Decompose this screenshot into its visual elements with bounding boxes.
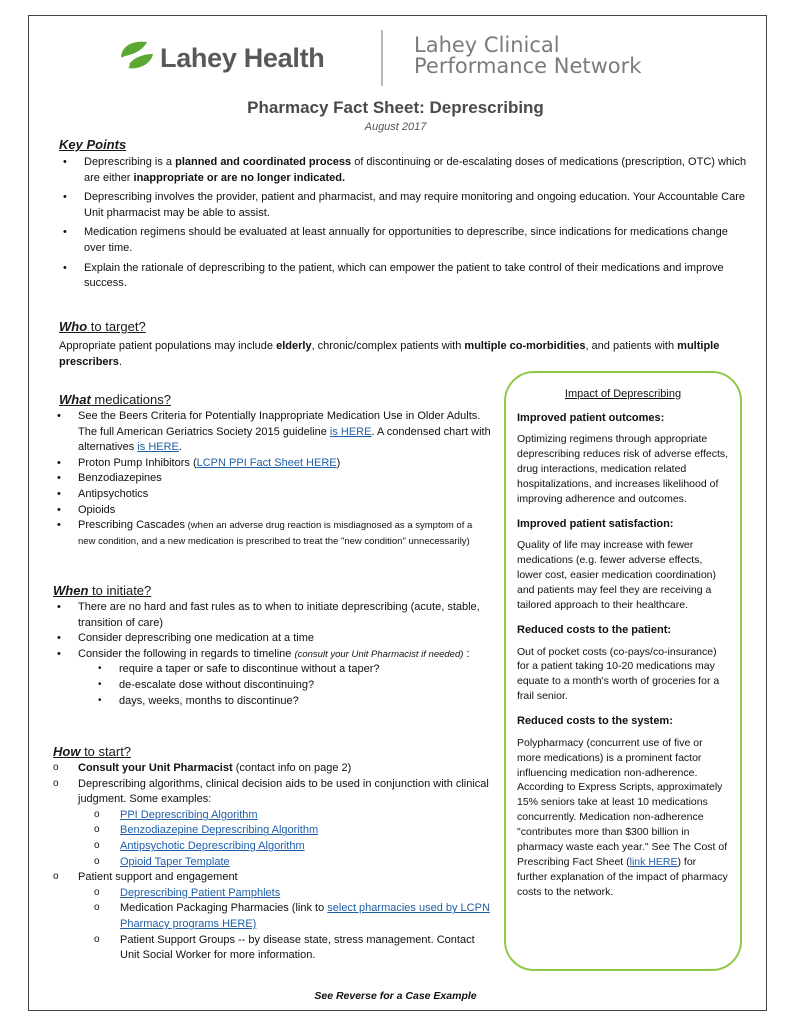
network-line-1: Lahey Clinical — [414, 33, 560, 57]
key-points-list — [59, 155, 749, 296]
when-heading: When to initiate? — [53, 583, 152, 598]
list-item: • Explain the rationale of deprescribing to the patient, which can empower the patient to take control of their medications and improve success. — [59, 261, 749, 292]
list-item: • Antipsychotics — [53, 487, 491, 503]
sublist-item: • de-escalate dose without discontinuing? — [94, 678, 493, 694]
support-sublist — [94, 886, 493, 964]
impact-text-outcomes: Optimizing regimens through appropriate deprescribing reduces risk of adverse effects, drug interactions, medication related hospitalizations, and increases likelihood of improving adherence and outcomes. — [517, 433, 729, 505]
brand-name: Lahey Health — [160, 43, 325, 73]
who-heading: Who to target? — [59, 319, 146, 334]
sublist-item — [94, 823, 493, 839]
what-list — [53, 409, 491, 549]
list-item: • Consider the following in regards to timeline (consult your Unit Pharmacist if needed) : • require a taper or safe to discontinue without a taper? • de-escalate dose without discontinuing? • days, weeks, months to discontinue? — [53, 647, 493, 709]
sublist-item — [94, 855, 493, 871]
impact-heading-satisfaction: Improved patient satisfaction: — [517, 517, 674, 530]
leaf-logo-icon — [117, 38, 157, 74]
list-item: • Proton Pump Inhibitors (LCPN PPI Fact Sheet HERE) — [53, 456, 491, 472]
list-item: • Deprescribing is a planned and coordinated process of discontinuing or de-escalating doses of medications (prescription, OTC) which are either inappropriate or are no longer indicated. — [59, 155, 749, 186]
key-points-heading: Key Points — [59, 137, 127, 152]
impact-heading-patient-costs: Reduced costs to the patient: — [517, 623, 672, 636]
impact-text-patient-costs: Out of pocket costs (co-pays/co-insurance) for a patient taking 10-20 medications may equate to a month's worth of groceries for a frail senior. — [517, 645, 720, 703]
patient-pamphlets-link[interactable]: Deprescribing Patient Pamphlets — [120, 886, 281, 899]
list-item: • Opioids — [53, 503, 491, 519]
sublist-item: • days, weeks, months to discontinue? — [94, 694, 493, 710]
what-heading: What medications? — [59, 392, 171, 407]
algorithm-sublist — [94, 808, 493, 870]
impact-box — [504, 371, 742, 971]
list-item: • Medication regimens should be evaluated at least annually for opportunities to deprescribe, since indications for medications change over time. — [59, 225, 749, 256]
antipsychotic-algorithm-link[interactable]: Antipsychotic Deprescribing Algorithm — [120, 840, 305, 853]
who-text: Appropriate patient populations may include elderly, chronic/complex patients with multiple co-morbidities, and patients with multiple prescribers. — [59, 340, 720, 368]
benzodiazepine-algorithm-link[interactable]: Benzodiazepine Deprescribing Algorithm — [120, 824, 319, 837]
impact-text-system-costs: Polypharmacy (concurrent use of five or more medications) is a prominent factor influencing medication non-adherence. According to Express Scripts, approximately 15% seniors take at least 10 medications concurrently. Medication non-adherence "contributes more than $300 billion in pharmacy waste each year." See The Cost of Prescribing Fact Sheet (link HERE) for further explanation of the impact of pharmacy costs to the network. — [517, 736, 728, 898]
how-heading: How to start? — [53, 744, 132, 759]
page-date: August 2017 — [364, 121, 427, 133]
header-divider — [381, 30, 383, 86]
cost-fact-sheet-link[interactable]: link HERE — [629, 855, 678, 868]
ppi-algorithm-link[interactable]: PPI Deprescribing Algorithm — [120, 808, 258, 821]
list-item: • There are no hard and fast rules as to when to initiate deprescribing (acute, stable, transition of care) — [53, 600, 493, 631]
impact-text-satisfaction: Quality of life may increase with fewer medications (e.g. fewer adverse effects, lower cost, easier medication coordination) and patients may feel they are receiving a tailored approach to their healthcare. — [517, 539, 717, 611]
ppi-fact-sheet-link[interactable]: LCPN PPI Fact Sheet HERE — [196, 456, 337, 469]
list-item: • Deprescribing involves the provider, patient and pharmacist, and may require monitoring and ongoing education. Your Accountable Care Unit pharmacist may be able to assist. — [59, 190, 749, 221]
list-item: • Consider deprescribing one medication at a time — [53, 631, 493, 647]
sublist-item: o Medication Packaging Pharmacies (link to select pharmacies used by LCPN Pharmacy programs HERE) — [94, 901, 493, 932]
sublist-item: • require a taper or safe to discontinue without a taper? — [94, 662, 493, 678]
how-list — [53, 761, 493, 964]
when-list — [53, 600, 493, 709]
page-title: Pharmacy Fact Sheet: Deprescribing — [247, 98, 544, 117]
network-line-2: Performance Network — [414, 54, 642, 78]
beers-guideline-link[interactable]: is HERE — [329, 425, 372, 438]
list-item: • Prescribing Cascades (when an adverse drug reaction is misdiagnosed as a symptom of a new condition, and a new medication is prescribed to treat the "new condition" unnecessarily) — [53, 518, 491, 549]
sublist-item — [94, 808, 493, 824]
list-item: o Patient support and engagement o Deprescribing Patient Pamphlets o Medication Packaging Pharmacies (link to select pharmacies used by LCPN Pharmacy programs HERE) o Patient Support Groups -- by disease state, stress management. Contact Unit Social Worker for more information. — [53, 870, 493, 964]
list-item: • Benzodiazepines — [53, 471, 491, 487]
packaging-pharmacies-link[interactable]: select pharmacies used by LCPN Pharmacy programs HERE) — [120, 902, 490, 931]
sublist-item: o Patient Support Groups -- by disease state, stress management. Contact Unit Social Worker for more information. — [94, 933, 493, 964]
list-item: o Consult your Unit Pharmacist (contact info on page 2) — [53, 761, 493, 777]
timeline-sublist — [94, 662, 493, 709]
network-name — [414, 35, 641, 77]
opioid-taper-link[interactable]: Opioid Taper Template — [120, 855, 230, 868]
impact-heading-system-costs: Reduced costs to the system: — [517, 715, 673, 728]
list-item: • See the Beers Criteria for Potentially Inappropriate Medication Use in Older Adults. The full American Geriatrics Society 2015 guideline is HERE. A condensed chart with alternatives is HERE. — [53, 409, 491, 456]
impact-title: Impact of Deprescribing — [564, 388, 682, 400]
footer-note: See Reverse for a Case Example — [314, 990, 477, 1002]
list-item: o Deprescribing algorithms, clinical decision aids to be used in conjunction with clinical judgment. Some examples: o PPI Deprescribing Algorithm o Benzodiazepine Deprescribing Algorithm o Antipsychotic Deprescribing Algorithm o Opioid Taper Template — [53, 777, 493, 871]
beers-chart-link[interactable]: is HERE — [137, 441, 179, 454]
sublist-item — [94, 839, 493, 855]
sublist-item — [94, 886, 493, 902]
impact-heading-outcomes: Improved patient outcomes: — [517, 411, 665, 424]
